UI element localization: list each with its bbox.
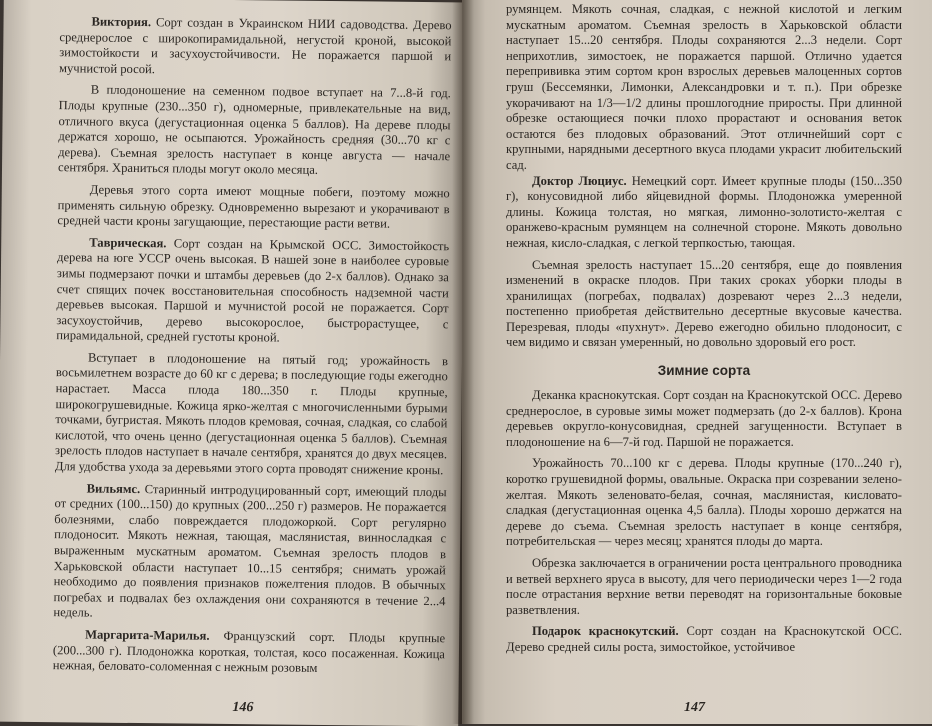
variety-name: Доктор Люциус. bbox=[532, 173, 627, 188]
paragraph-text: румянцем. Мякоть сочная, сладкая, с нежной кислотой и легким мускатным ароматом. Съемная зрелость в Харьковской области наступает 15...20 сентября. Плоды сохраняются 2...3 недели. Сорт неприхотлив, зимостоек, не поражается паршой. Отлично удается перепрививка этим сортом крон взрослых деревьев малоценных сортов груш (Бессемянки, Лимонки, Александровки и т. п.). При обрезке укорачивают на 1/3—1/2 длины прошлогодние приросты. При длинной обрезке остающиеся почки плохо прорастают и основания веток остаются без плодовых образований. Этот отличнейший сорт с крупными, нарядными десертного вкуса плодами украсит любительский сад. bbox=[506, 2, 902, 172]
paragraph bbox=[58, 83, 451, 181]
paragraph-text: Деканка краснокутская. Сорт создан на Краснокутской ОСС. Дерево среднерослое, в суровые зимы может подмерзать (до 2-х баллов). Крона деревьев округло-конусовидная, средней загущенности. Вступает в плодоношение на 6—7-й год. Паршой не поражается. bbox=[506, 388, 902, 449]
paragraph-text: Деревья этого сорта имеют мощные побеги, поэтому можно применять сильную обрезку. Одновременно вырезают и укорачивают в средней части кроны загущающие, перестающие расти ветви. bbox=[57, 182, 450, 231]
paragraph-text: Сорт создан на Крымской ОСС. Зимостойкость дерева на юге УССР очень высокая. В нашей зоне в наиболее суровые зимы подмерзают почки и штамбы деревьев (до 2-х баллов). Однако за счет спящих почек восстановительная способность надземной части деревьев высокая. Паршой и мучнистой росой не поражается. Сорт засухоустойчив, дерево высокорослое, быстрорастущее, с пирамидальной, средней густоты кроной. bbox=[56, 236, 450, 345]
page-number: 146 bbox=[232, 700, 254, 716]
paragraph bbox=[506, 456, 902, 550]
variety-name: Вильямс. bbox=[86, 481, 141, 496]
paragraph bbox=[506, 258, 902, 352]
section-heading: Зимние сорта bbox=[657, 363, 751, 379]
paragraph bbox=[506, 388, 902, 450]
paragraph-text: Вступает в плодоношение на пятый год; урожайность в восьмилетнем возрасте до 60 кг с дерева; в последующие годы ежегодно нарастает. Масса плода 180...350 г. Плоды крупные, широкогрушевидные. Кожица ярко-желтая с многочисленными бурыми точками, бугристая. Мякоть плодов кремовая, сочная, сладкая, со слабой кислотой, что очень ценно (дегустационная оценка 5 баллов). Съемная зрелость плодов наступает в начале сентября, хранятся до двух месяцев. Для удобства ухода за деревьями этого сорта проводят снижение кроны. bbox=[54, 350, 449, 478]
variety-name: Таврическая. bbox=[89, 235, 167, 251]
paragraph bbox=[53, 627, 445, 678]
book-gutter bbox=[452, 0, 474, 724]
variety-name: Виктория. bbox=[91, 14, 152, 30]
paragraph bbox=[57, 182, 449, 233]
paragraph bbox=[506, 174, 902, 252]
paragraph bbox=[56, 235, 449, 348]
right-page bbox=[462, 0, 932, 724]
paragraph-text: Французский сорт. Плоды крупные (200...300 г). Плодоножка короткая, толстая, косо посаженная. Кожица нежная, беловато-соломенная с нежным розовым bbox=[52, 628, 446, 676]
paragraph-text: Немецкий сорт. Имеет крупные плоды (150...350 г), конусовидной либо яйцевидной формы. Плодоножка умеренной длины. Кожица толстая, но мягкая, лимонно-золотисто-желтая с оранжево-красным румянцем на солнечной стороне. Мякоть довольно нежная, кисло-сладкая, с легкой терпкостью, тающая. bbox=[506, 173, 903, 250]
paragraph bbox=[59, 14, 452, 80]
paragraph bbox=[53, 481, 446, 625]
variety-name: Маргарита-Марилья. bbox=[85, 627, 210, 643]
paragraph-text: Сорт создан в Украинском НИИ садоводства. Дерево среднерослое с широкопирамидальной, негустой кроной, высокой зимостойкости и засухоустойчивости. Не поражается паршой и мучнистой росой. bbox=[58, 15, 452, 76]
paragraph bbox=[506, 624, 902, 655]
paragraph bbox=[506, 556, 902, 618]
paragraph bbox=[55, 350, 448, 479]
paragraph-text: Съемная зрелость наступает 15...20 сентября, еще до появления изменений в окраске плодов. При таких сроках уборки плоды в хранилищах (погребах, подвалах) дозревают через 2...3 недели, постепенно приобретая действительно десертные вкусовые качества. Перезревая, плоды «пухнут». Дерево ежегодно обильно плодоносит, с чем видимо и связан умеренный, но довольно здоровый его рост. bbox=[506, 257, 902, 350]
paragraph-text: Старинный интродуцированный сорт, имеющий плоды от средних (100...150) до крупных (200...250 г) размеров. Не поражается болезнями, слабо повреждается плодожоркой. Сорт регулярно плодоносит. Мякоть нежная, тающая, маслянистая, винносладкая с выраженным мускатным ароматом. Съемная зрелость плодов в Харьковской области наступает 10...15 сентября; снимать урожай необходимо до появления признаков пожелтения плодов. В обычных погребах и подвалах без охлаждения они сохраняются в течение 2...4 недель. bbox=[53, 481, 447, 620]
paragraph-text: В плодоношение на семенном подвое вступает на 7...8-й год. Плоды крупные (230...350 г), одномерные, привлекательные на вид, отличного вкуса (дегустационная оценка 5 баллов). На дереве плоды держатся хорошо, не осыпаются. Урожайность средняя (30...70 кг с дерева). Съемная зрелость наступает в конце августа — начале сентября. Храниться плоды могут около месяца. bbox=[57, 82, 451, 178]
paragraph-text: Обрезка заключается в ограничении роста центрального проводника и ветвей верхнего яруса в высоту, для чего периодически через 1—2 года после отрастания верхние ветви переводят на горизонтальные боковые разветвления. bbox=[506, 556, 902, 617]
paragraph-text: Урожайность 70...100 кг с дерева. Плоды крупные (170...240 г), коротко грушевидной формы, овальные. Окраска при созревании зелено-желтая. Мякоть зеленовато-белая, сочная, маслянистая, кисловато-сладкая (дегустационная оценка 4,5 балла). Плоды хорошо держатся на дереве до съема. Съемная зрелость наступает в конце сентября, потребительская — через месяц; хранятся плоды до марта. bbox=[506, 456, 902, 549]
paragraph bbox=[506, 2, 902, 174]
paragraph-text: Сорт создан на Краснокутской ОСС. Дерево средней силы роста, зимостойкое, устойчивое bbox=[506, 624, 902, 654]
page-number: 147 bbox=[684, 700, 705, 715]
variety-name: Подарок краснокутский. bbox=[532, 624, 679, 639]
